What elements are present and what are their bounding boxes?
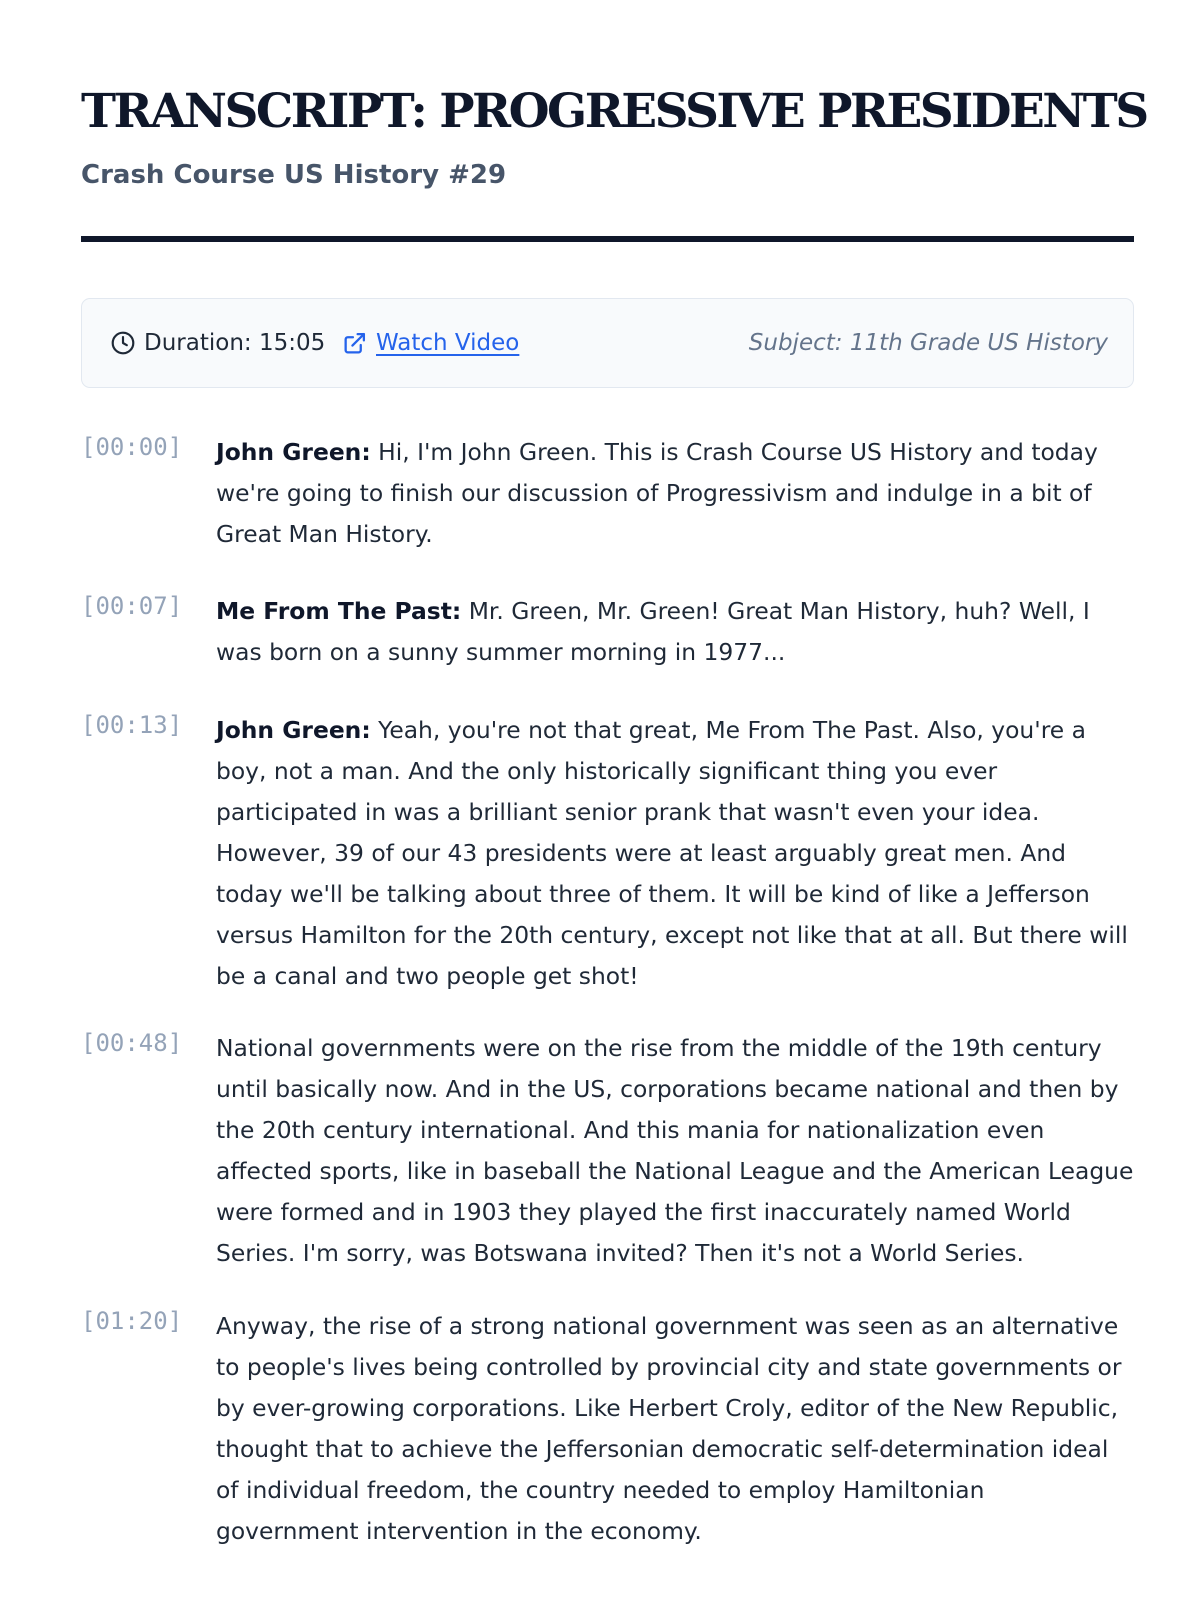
timestamp: [00:07] xyxy=(81,592,183,620)
page-subtitle: Crash Course US History #29 xyxy=(81,160,507,190)
external-link-icon xyxy=(342,331,367,356)
speaker-name: John Green: xyxy=(216,438,371,466)
timestamp: [01:20] xyxy=(81,1307,183,1335)
entry-text xyxy=(216,710,1134,997)
subject-label: Subject: 11th Grade US History xyxy=(748,330,1108,356)
watch-video-link[interactable]: Watch Video xyxy=(376,330,520,356)
entry-text xyxy=(216,432,1134,555)
duration-label: Duration: 15:05 xyxy=(144,330,326,356)
entry-text xyxy=(216,1306,1134,1552)
entry-body: Anyway, the rise of a strong national government was seen as an alternative to people's lives being controlled by provincial city and state governments or by ever-growing corporations. Like Herbert Croly, editor of the New Republic, thought that to achieve the Jeffersonian democratic self-determination ideal of individual freedom, the country needed to employ Hamiltonian government intervention in the economy. xyxy=(216,1312,1122,1545)
timestamp: [00:00] xyxy=(81,433,183,461)
speaker-name: John Green: xyxy=(216,716,371,744)
header-divider xyxy=(81,236,1134,242)
entry-text xyxy=(216,1028,1134,1274)
entry-body: Yeah, you're not that great, Me From The Past. Also, you're a boy, not a man. And the only historically significant thing you ever participated in was a brilliant senior prank that wasn't even your idea. However, 39 of our 43 presidents were at least arguably great men. And today we'll be talking about three of them. It will be kind of like a Jefferson versus Hamilton for the 20th century, except not like that at all. But there will be a canal and two people get shot! xyxy=(216,716,1128,990)
entry-body: Mr. Green, Mr. Green! Great Man History, huh? Well, I was born on a sunny summer morning in 1977... xyxy=(216,597,1090,666)
entry-text xyxy=(216,591,1134,673)
timestamp: [00:13] xyxy=(81,711,183,739)
watch-video-link-group[interactable] xyxy=(342,299,519,387)
entry-body: Hi, I'm John Green. This is Crash Course US History and today we're going to finish our discussion of Progressivism and indulge in a bit of Great Man History. xyxy=(216,438,1098,548)
clock-icon xyxy=(110,330,136,356)
entry-body: National governments were on the rise from the middle of the 19th century until basically now. And in the US, corporations became national and then by the 20th century international. And this mania for nationalization even affected sports, like in baseball the National League and the American League were formed and in 1903 they played the first inaccurately named World Series. I'm sorry, was Botswana invited? Then it's not a World Series. xyxy=(216,1034,1134,1267)
video-meta-bar xyxy=(81,298,1134,388)
timestamp: [00:48] xyxy=(81,1029,183,1057)
page-title: TRANSCRIPT: PROGRESSIVE PRESIDENTS xyxy=(81,84,1147,139)
speaker-name: Me From The Past: xyxy=(216,597,462,625)
duration-info xyxy=(110,299,325,387)
